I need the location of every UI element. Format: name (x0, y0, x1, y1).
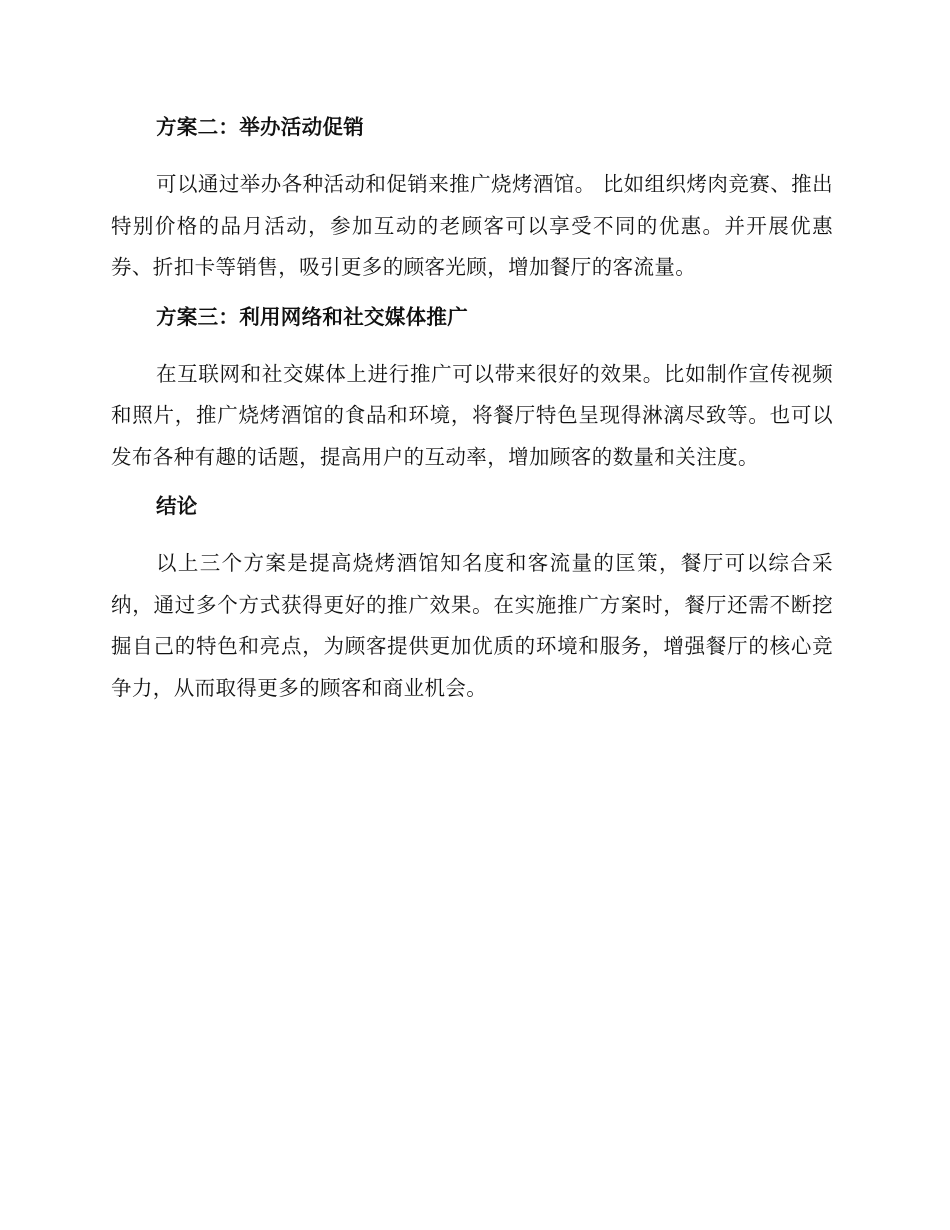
section-heading-conclusion: 结论 (156, 494, 198, 518)
section-heading-plan-three: 方案三：利用网络和社交媒体推广 (156, 304, 468, 329)
document-body (111, 112, 833, 709)
section-paragraph-plan-two: 可以通过举办各种活动和促销来推广烧烤酒馆。 比如组织烤肉竞赛、推出特别价格的品月活动，参加互动的老顾客可以享受不同的优惠。并开展优惠券、折扣卡等销售，吸引更多的顾客光顾，增加餐厅的客流量。 (111, 172, 833, 279)
section-heading-plan-two: 方案二：举办活动促销 (156, 115, 364, 139)
section-paragraph-conclusion: 以上三个方案是提高烧烤酒馆知名度和客流量的匡策，餐厅可以综合采纳，通过多个方式获得更好的推广效果。在实施推广方案时，餐厅还需不断挖掘自己的特色和亮点，为顾客提供更加优质的环境和服务，增强餐厅的核心竞争力，从而取得更多的顾客和商业机会。 (111, 551, 833, 700)
section-paragraph-plan-three: 在互联网和社交媒体上进行推广可以带来很好的效果。比如制作宣传视频和照片，推广烧烤酒馆的食品和环境，将餐厅特色呈现得淋漓尽致等。也可以发布各种有趣的话题，提高用户的互动率，增加顾客的数量和关注度。 (111, 361, 833, 469)
